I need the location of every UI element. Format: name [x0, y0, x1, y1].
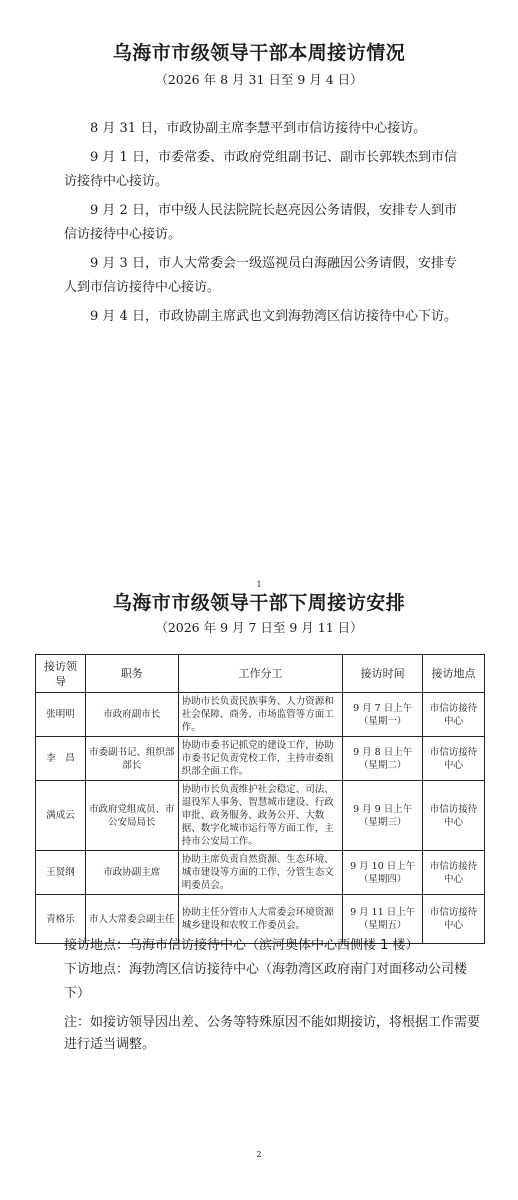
reception-place-note: 接访地点：乌海市信访接待中心（滨河奥体中心西侧楼 1 楼） [64, 938, 419, 953]
paragraph: 9 月 4 日，市政协副主席武也文到海勃湾区信访接待中心下访。 [90, 309, 457, 324]
header-position: 职务 [85, 655, 178, 693]
page-number: 1 [256, 580, 262, 589]
cell-position: 市政府副市长 [85, 693, 178, 737]
cell-duty: 协助市委书记抓党的建设工作，协助市委书记负责党校工作，主持市委组织部全面工作。 [178, 737, 343, 781]
cell-leader: 李 昌 [36, 737, 86, 781]
cell-time [343, 693, 423, 737]
cell-duty: 协助市长负责维护社会稳定、司法、退役军人事务、智慧城市建设、行政审批、政务服务、政务公开、大数据、数字化城市运行等方面工作，主持市公安局工作。 [178, 781, 343, 851]
schedule-table [35, 654, 485, 944]
cell-leader: 满成云 [36, 781, 86, 851]
cell-time [343, 737, 423, 781]
cell-leader: 张明明 [36, 693, 86, 737]
header-place: 接访地点 [423, 655, 485, 693]
section1-paragraphs [64, 117, 464, 334]
cell-time [343, 781, 423, 851]
paragraph: 9 月 2 日，市中级人民法院院长赵亮因公务请假，安排专人到市信访接待中心接访。 [64, 203, 457, 242]
cell-duty: 协助主席负责自然资源、生态环境、城市建设等方面的工作，分管生态文明委员会。 [178, 851, 343, 895]
cell-position: 市政府党组成员、市公安局局长 [85, 781, 178, 851]
visit-place-note: 下访地点：海勃湾区信访接待中心（海勃湾区政府南门对面移动公司楼下） [64, 962, 468, 1001]
header-time: 接访时间 [343, 655, 423, 693]
header-leader: 接访领导 [36, 655, 86, 693]
time-date: 9 月 7 日上午 [353, 702, 413, 714]
time-date: 9 月 8 日上午 [353, 746, 413, 758]
cell-leader: 王贤纲 [36, 851, 86, 895]
cell-duty: 协助主任分管市人大常委会环境资源城乡建设和农牧工作委员会。 [178, 895, 343, 944]
table-row [36, 781, 485, 851]
paragraph: 8 月 31 日，市政协副主席李慧平到市信访接待中心接访。 [90, 121, 427, 136]
cell-place: 市信访接待中心 [423, 693, 485, 737]
remark-note: 注：如接访领导因出差、公务等特殊原因不能如期接访，将根据工作需要进行适当调整。 [64, 1015, 481, 1052]
page-number: 2 [256, 1150, 262, 1159]
time-weekday: （星期三） [358, 816, 407, 828]
time-weekday: （星期五） [358, 920, 407, 931]
header-duty: 工作分工 [178, 655, 343, 693]
time-weekday: （星期二） [358, 759, 407, 771]
section2-subtitle: （2026 年 9 月 7 日至 9 月 11 日） [155, 620, 363, 635]
time-date: 9 月 11 日上午 [350, 907, 416, 918]
cell-place: 市信访接待中心 [423, 737, 485, 781]
cell-place: 市信访接待中心 [423, 895, 485, 944]
table-row [36, 851, 485, 895]
cell-position: 市委副书记、组织部部长 [85, 737, 178, 781]
time-weekday: （星期四） [358, 873, 407, 885]
table-row [36, 737, 485, 781]
cell-position: 市人大常委会副主任 [85, 895, 178, 944]
cell-time [343, 851, 423, 895]
cell-place: 市信访接待中心 [423, 781, 485, 851]
paragraph: 9 月 1 日，市委常委、市政府党组副书记、副市长郭轶杰到市信访接待中心接访。 [64, 150, 457, 189]
paragraph: 9 月 3 日，市人大常委会一级巡视员白海融因公务请假，安排专人到市信访接待中心接访。 [64, 256, 457, 295]
table-row [36, 693, 485, 737]
section1-subtitle: （2026 年 8 月 31 日至 9 月 4 日） [155, 72, 363, 87]
notes-block [64, 934, 484, 1056]
cell-leader: 青格乐 [36, 895, 86, 944]
time-weekday: （星期一） [358, 715, 407, 727]
cell-position: 市政协副主席 [85, 851, 178, 895]
table-header-row [36, 655, 485, 693]
cell-place: 市信访接待中心 [423, 851, 485, 895]
time-date: 9 月 9 日上午 [353, 803, 413, 815]
cell-duty: 协助市长负责民族事务、人力资源和社会保障、商务、市场监管等方面工作。 [178, 693, 343, 737]
time-date: 9 月 10 日上午 [350, 860, 416, 872]
section2-title: 乌海市市级领导干部下周接访安排 [112, 592, 406, 614]
section1-title: 乌海市市级领导干部本周接访情况 [112, 42, 406, 64]
